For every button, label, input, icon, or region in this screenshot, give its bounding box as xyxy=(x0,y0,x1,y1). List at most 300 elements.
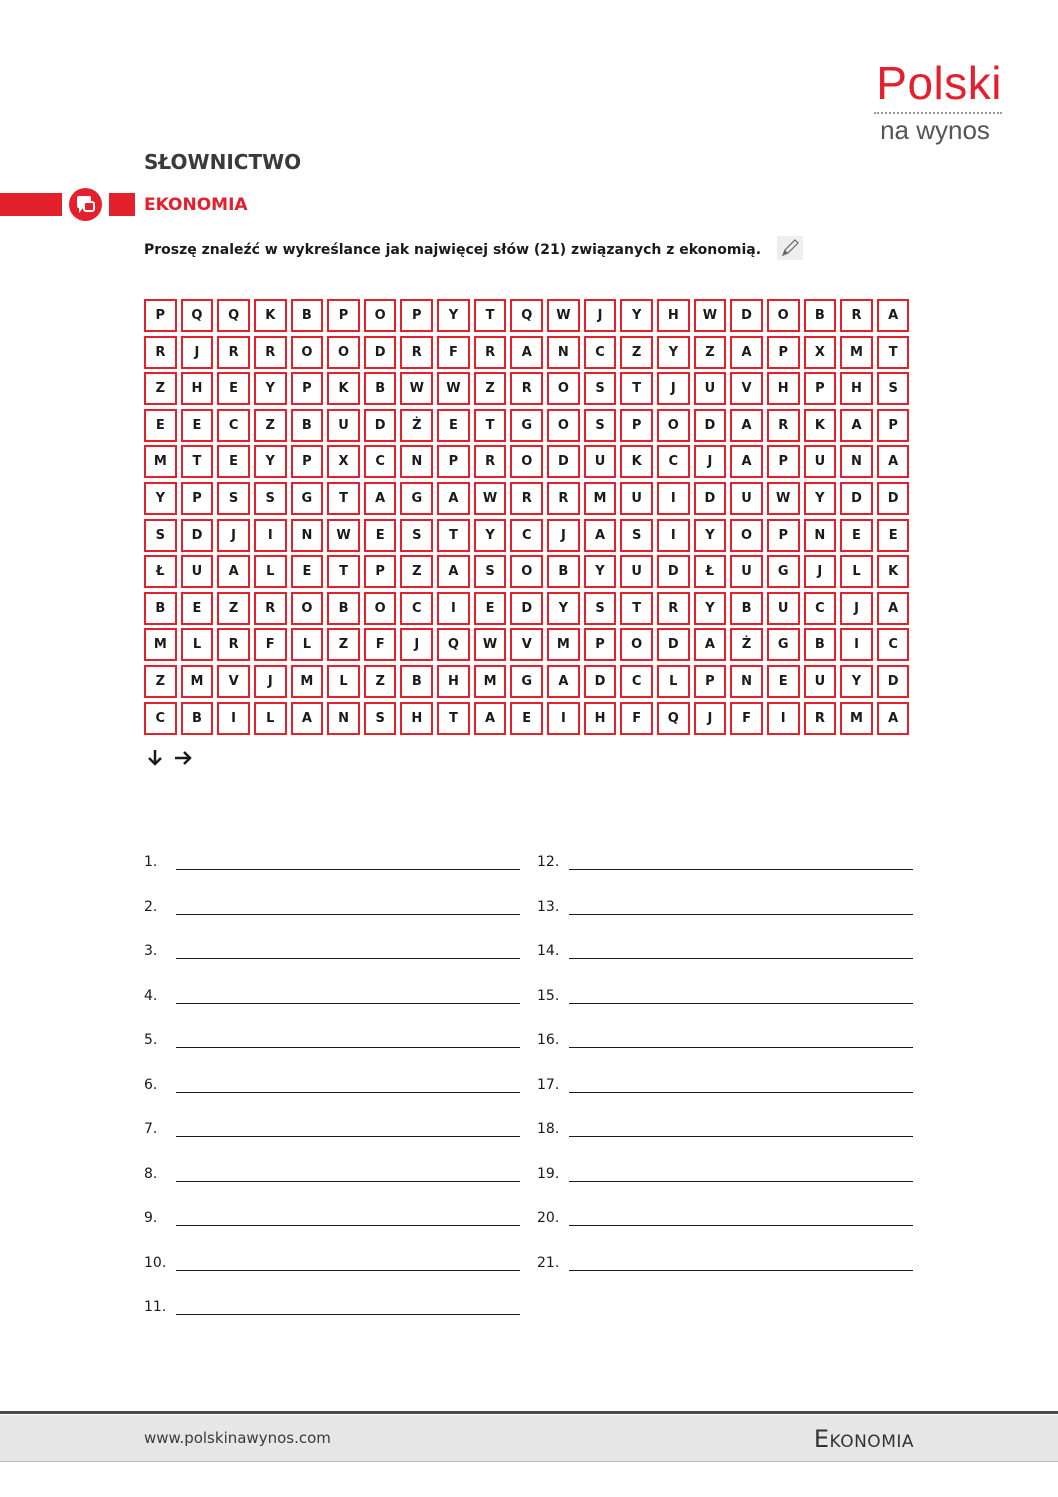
grid-cell[interactable]: S xyxy=(254,482,287,515)
grid-cell[interactable]: R xyxy=(840,299,873,332)
grid-cell[interactable]: X xyxy=(327,445,360,478)
grid-cell[interactable]: O xyxy=(364,299,397,332)
grid-cell[interactable]: O xyxy=(327,336,360,369)
grid-cell[interactable]: A xyxy=(510,336,543,369)
grid-cell[interactable]: Z xyxy=(620,336,653,369)
answer-field[interactable] xyxy=(176,900,520,915)
grid-cell[interactable]: M xyxy=(144,628,177,661)
grid-cell[interactable]: E xyxy=(510,702,543,735)
grid-cell[interactable]: T xyxy=(620,372,653,405)
grid-cell[interactable]: T xyxy=(474,409,507,442)
grid-cell[interactable]: W xyxy=(437,372,470,405)
answer-row xyxy=(537,1158,913,1182)
grid-cell[interactable]: D xyxy=(584,665,617,698)
answer-row xyxy=(144,846,520,870)
grid-cell[interactable]: S xyxy=(217,482,250,515)
grid-cell[interactable]: I xyxy=(840,628,873,661)
grid-cell[interactable]: M xyxy=(144,445,177,478)
grid-cell[interactable]: L xyxy=(327,665,360,698)
grid-cell[interactable]: P xyxy=(767,336,800,369)
grid-cell[interactable]: W xyxy=(474,482,507,515)
answer-row xyxy=(537,1113,913,1137)
answer-field[interactable] xyxy=(176,1211,520,1226)
grid-cell[interactable]: Y xyxy=(144,482,177,515)
grid-cell[interactable]: A xyxy=(730,336,763,369)
grid-cell[interactable]: W xyxy=(547,299,580,332)
grid-cell[interactable]: C xyxy=(510,519,543,552)
grid-cell[interactable]: N xyxy=(327,702,360,735)
grid-cell[interactable]: H xyxy=(840,372,873,405)
grid-cell[interactable]: P xyxy=(327,299,360,332)
grid-cell[interactable]: U xyxy=(730,555,763,588)
grid-cell[interactable]: S xyxy=(584,409,617,442)
grid-cell[interactable]: R xyxy=(657,592,690,625)
grid-cell[interactable]: A xyxy=(474,702,507,735)
grid-cell[interactable]: Y xyxy=(474,519,507,552)
grid-cell[interactable]: Y xyxy=(254,445,287,478)
grid-cell[interactable]: I xyxy=(657,519,690,552)
grid-cell[interactable]: M xyxy=(840,336,873,369)
grid-cell[interactable]: A xyxy=(291,702,324,735)
grid-cell[interactable]: T xyxy=(877,336,910,369)
grid-cell[interactable]: P xyxy=(877,409,910,442)
answer-row xyxy=(144,1158,520,1182)
grid-cell[interactable]: S xyxy=(144,519,177,552)
answer-number: 6. xyxy=(144,1076,158,1093)
grid-cell[interactable]: F xyxy=(620,702,653,735)
answer-field[interactable] xyxy=(569,1256,913,1271)
grid-cell[interactable]: D xyxy=(181,519,214,552)
grid-cell[interactable]: J xyxy=(657,372,690,405)
logo-brand: Polski xyxy=(876,57,1002,109)
grid-cell[interactable]: S xyxy=(877,372,910,405)
grid-cell[interactable]: U xyxy=(327,409,360,442)
grid-cell[interactable]: U xyxy=(694,372,727,405)
grid-cell[interactable]: Q xyxy=(437,628,470,661)
grid-cell[interactable]: R xyxy=(767,409,800,442)
grid-cell[interactable]: R xyxy=(804,702,837,735)
grid-cell[interactable]: U xyxy=(620,555,653,588)
answer-field[interactable] xyxy=(176,855,520,870)
answer-field[interactable] xyxy=(176,1256,520,1271)
grid-cell[interactable]: V xyxy=(730,372,763,405)
grid-cell[interactable]: V xyxy=(217,665,250,698)
grid-cell[interactable]: N xyxy=(291,519,324,552)
grid-cell[interactable]: Q xyxy=(217,299,250,332)
answer-number: 14. xyxy=(537,943,560,959)
grid-cell[interactable]: P xyxy=(144,299,177,332)
grid-cell[interactable]: A xyxy=(364,482,397,515)
grid-cell[interactable]: G xyxy=(510,665,543,698)
grid-cell[interactable]: K xyxy=(877,555,910,588)
grid-cell[interactable]: C xyxy=(657,445,690,478)
grid-cell[interactable]: W xyxy=(767,482,800,515)
grid-cell[interactable]: H xyxy=(181,372,214,405)
grid-cell[interactable]: R xyxy=(474,336,507,369)
grid-cell[interactable]: S xyxy=(584,372,617,405)
grid-cell[interactable]: P xyxy=(584,628,617,661)
grid-cell[interactable]: M xyxy=(584,482,617,515)
grid-cell[interactable]: L xyxy=(254,702,287,735)
grid-cell[interactable]: T xyxy=(181,445,214,478)
grid-cell[interactable]: Q xyxy=(510,299,543,332)
answer-field[interactable] xyxy=(569,1033,913,1048)
grid-cell[interactable]: D xyxy=(364,336,397,369)
grid-cell[interactable]: F xyxy=(437,336,470,369)
logo-divider xyxy=(874,112,1002,114)
grid-cell[interactable]: Z xyxy=(144,665,177,698)
answer-number: 13. xyxy=(537,898,560,915)
grid-cell[interactable]: G xyxy=(400,482,433,515)
grid-cell[interactable]: F xyxy=(730,702,763,735)
grid-cell[interactable]: D xyxy=(657,628,690,661)
grid-cell[interactable]: Y xyxy=(584,555,617,588)
grid-cell[interactable]: D xyxy=(657,555,690,588)
grid-cell[interactable]: I xyxy=(437,592,470,625)
grid-cell[interactable]: O xyxy=(620,628,653,661)
grid-cell[interactable]: D xyxy=(877,665,910,698)
grid-cell[interactable]: J xyxy=(254,665,287,698)
grid-cell[interactable]: Y xyxy=(804,482,837,515)
grid-cell[interactable]: Y xyxy=(437,299,470,332)
grid-cell[interactable]: F xyxy=(254,628,287,661)
grid-cell[interactable]: A xyxy=(730,409,763,442)
grid-cell[interactable]: N xyxy=(547,336,580,369)
grid-cell[interactable]: K xyxy=(327,372,360,405)
grid-cell[interactable]: A xyxy=(694,628,727,661)
grid-cell[interactable]: W xyxy=(327,519,360,552)
grid-cell[interactable]: L xyxy=(840,555,873,588)
grid-cell[interactable]: S xyxy=(364,702,397,735)
grid-cell[interactable]: Y xyxy=(694,592,727,625)
grid-cell[interactable]: T xyxy=(620,592,653,625)
logo xyxy=(868,58,1002,144)
answer-number: 20. xyxy=(537,1210,560,1226)
grid-cell[interactable]: U xyxy=(804,445,837,478)
grid-cell[interactable]: P xyxy=(291,372,324,405)
grid-cell[interactable]: E xyxy=(181,592,214,625)
grid-cell[interactable]: L xyxy=(181,628,214,661)
grid-cell[interactable]: H xyxy=(584,702,617,735)
answer-row xyxy=(537,891,913,915)
grid-cell[interactable]: D xyxy=(840,482,873,515)
answer-field[interactable] xyxy=(176,1033,520,1048)
answer-row xyxy=(537,1024,913,1048)
grid-cell[interactable]: G xyxy=(291,482,324,515)
answer-field[interactable] xyxy=(569,1167,913,1182)
grid-cell[interactable]: U xyxy=(767,592,800,625)
grid-cell[interactable]: L xyxy=(291,628,324,661)
grid-cell[interactable]: B xyxy=(804,628,837,661)
answer-row xyxy=(144,1069,520,1093)
grid-cell[interactable]: N xyxy=(400,445,433,478)
footer-topic: Ekonomia xyxy=(813,1425,914,1453)
grid-cell[interactable]: P xyxy=(291,445,324,478)
answer-field[interactable] xyxy=(176,1078,520,1093)
grid-cell[interactable]: U xyxy=(730,482,763,515)
grid-cell[interactable]: I xyxy=(217,702,250,735)
grid-cell[interactable]: H xyxy=(657,299,690,332)
grid-cell[interactable]: U xyxy=(181,555,214,588)
grid-cell[interactable]: I xyxy=(254,519,287,552)
grid-cell[interactable]: O xyxy=(510,555,543,588)
grid-cell[interactable]: E xyxy=(217,372,250,405)
answer-field[interactable] xyxy=(176,989,520,1004)
grid-cell[interactable]: E xyxy=(474,592,507,625)
grid-cell[interactable]: M xyxy=(291,665,324,698)
grid-cell[interactable]: A xyxy=(877,592,910,625)
grid-cell[interactable]: B xyxy=(291,409,324,442)
answer-number: 8. xyxy=(144,1165,158,1182)
grid-cell[interactable]: U xyxy=(584,445,617,478)
grid-cell[interactable]: Z xyxy=(364,665,397,698)
grid-cell[interactable]: B xyxy=(144,592,177,625)
grid-cell[interactable]: P xyxy=(181,482,214,515)
footer-divider xyxy=(0,1411,1058,1414)
grid-cell[interactable]: C xyxy=(400,592,433,625)
answer-number: 19. xyxy=(537,1165,560,1182)
grid-cell[interactable]: P xyxy=(437,445,470,478)
grid-cell[interactable]: Y xyxy=(254,372,287,405)
grid-cell[interactable]: P xyxy=(767,519,800,552)
grid-cell[interactable]: E xyxy=(217,445,250,478)
grid-cell[interactable]: D xyxy=(694,409,727,442)
grid-cell[interactable]: N xyxy=(730,665,763,698)
grid-cell[interactable]: R xyxy=(547,482,580,515)
answer-field[interactable] xyxy=(569,855,913,870)
grid-cell[interactable]: S xyxy=(474,555,507,588)
grid-cell[interactable]: I xyxy=(657,482,690,515)
grid-cell[interactable]: H xyxy=(400,702,433,735)
grid-cell[interactable]: M xyxy=(181,665,214,698)
grid-cell[interactable]: U xyxy=(804,665,837,698)
grid-cell[interactable]: Q xyxy=(181,299,214,332)
grid-cell[interactable]: T xyxy=(327,555,360,588)
grid-cell[interactable]: E xyxy=(767,665,800,698)
grid-cell[interactable]: M xyxy=(547,628,580,661)
grid-cell[interactable]: U xyxy=(620,482,653,515)
answer-field[interactable] xyxy=(569,1211,913,1226)
answer-number: 2. xyxy=(144,898,158,915)
grid-cell[interactable]: Z xyxy=(217,592,250,625)
grid-cell[interactable]: B xyxy=(400,665,433,698)
grid-cell[interactable]: A xyxy=(877,445,910,478)
grid-cell[interactable]: O xyxy=(730,519,763,552)
grid-cell[interactable]: A xyxy=(217,555,250,588)
grid-cell[interactable]: B xyxy=(364,372,397,405)
grid-cell[interactable]: A xyxy=(730,445,763,478)
grid-cell[interactable]: O xyxy=(657,409,690,442)
answer-field[interactable] xyxy=(569,944,913,959)
grid-cell[interactable]: B xyxy=(327,592,360,625)
answer-field[interactable] xyxy=(569,1122,913,1137)
grid-cell[interactable]: H xyxy=(437,665,470,698)
grid-cell[interactable]: B xyxy=(181,702,214,735)
grid-cell[interactable]: Z xyxy=(144,372,177,405)
grid-cell[interactable]: T xyxy=(327,482,360,515)
grid-cell[interactable]: J xyxy=(547,519,580,552)
answer-field[interactable] xyxy=(176,1167,520,1182)
answer-field[interactable] xyxy=(569,900,913,915)
grid-cell[interactable]: B xyxy=(547,555,580,588)
grid-cell[interactable]: J xyxy=(694,702,727,735)
grid-cell[interactable]: E xyxy=(840,519,873,552)
grid-cell[interactable]: X xyxy=(804,336,837,369)
grid-cell[interactable]: Y xyxy=(840,665,873,698)
grid-cell[interactable]: G xyxy=(767,628,800,661)
grid-cell[interactable]: O xyxy=(767,299,800,332)
grid-cell[interactable]: G xyxy=(510,409,543,442)
answer-row xyxy=(144,1247,520,1271)
answer-field[interactable] xyxy=(569,1078,913,1093)
grid-cell[interactable]: R xyxy=(254,336,287,369)
grid-cell[interactable]: W xyxy=(400,372,433,405)
grid-cell[interactable]: D xyxy=(547,445,580,478)
grid-cell[interactable]: A xyxy=(437,482,470,515)
grid-cell[interactable]: C xyxy=(364,445,397,478)
grid-cell[interactable]: I xyxy=(767,702,800,735)
accent-bar-left xyxy=(0,193,62,216)
grid-cell[interactable]: J xyxy=(400,628,433,661)
footer-url: www.polskinawynos.com xyxy=(144,1429,331,1447)
grid-cell[interactable]: J xyxy=(181,336,214,369)
grid-cell[interactable]: A xyxy=(840,409,873,442)
grid-cell[interactable]: Z xyxy=(254,409,287,442)
grid-cell[interactable]: P xyxy=(400,299,433,332)
grid-cell[interactable]: E xyxy=(877,519,910,552)
grid-cell[interactable]: B xyxy=(730,592,763,625)
grid-cell[interactable]: G xyxy=(767,555,800,588)
answer-field[interactable] xyxy=(176,944,520,959)
grid-cell[interactable]: L xyxy=(657,665,690,698)
grid-cell[interactable]: A xyxy=(877,702,910,735)
grid-cell[interactable]: Y xyxy=(694,519,727,552)
grid-cell[interactable]: A xyxy=(584,519,617,552)
grid-cell[interactable]: R xyxy=(217,336,250,369)
grid-cell[interactable]: B xyxy=(804,299,837,332)
grid-cell[interactable]: Z xyxy=(694,336,727,369)
grid-cell[interactable]: A xyxy=(877,299,910,332)
grid-cell[interactable]: K xyxy=(804,409,837,442)
grid-cell[interactable]: C xyxy=(620,665,653,698)
grid-cell[interactable]: C xyxy=(584,336,617,369)
grid-cell[interactable]: D xyxy=(877,482,910,515)
answer-number: 7. xyxy=(144,1121,158,1137)
grid-cell[interactable]: V xyxy=(510,628,543,661)
answer-number: 5. xyxy=(144,1032,158,1048)
grid-cell[interactable]: R xyxy=(510,482,543,515)
grid-cell[interactable]: K xyxy=(254,299,287,332)
grid-cell[interactable]: N xyxy=(804,519,837,552)
answer-field[interactable] xyxy=(176,1122,520,1137)
grid-cell[interactable]: R xyxy=(510,372,543,405)
grid-cell[interactable]: E xyxy=(291,555,324,588)
answer-row xyxy=(537,935,913,959)
grid-cell[interactable]: C xyxy=(144,702,177,735)
grid-cell[interactable]: S xyxy=(620,519,653,552)
grid-cell[interactable]: D xyxy=(694,482,727,515)
grid-cell[interactable]: Ż xyxy=(400,409,433,442)
grid-cell[interactable]: W xyxy=(474,628,507,661)
grid-cell[interactable]: J xyxy=(584,299,617,332)
grid-cell[interactable]: T xyxy=(474,299,507,332)
grid-cell[interactable]: Ł xyxy=(144,555,177,588)
grid-cell[interactable]: E xyxy=(144,409,177,442)
grid-cell[interactable]: C xyxy=(804,592,837,625)
grid-cell[interactable]: Y xyxy=(620,299,653,332)
grid-cell[interactable]: O xyxy=(510,445,543,478)
grid-cell[interactable]: R xyxy=(144,336,177,369)
grid-cell[interactable]: Z xyxy=(400,555,433,588)
grid-cell[interactable]: K xyxy=(620,445,653,478)
grid-cell[interactable]: P xyxy=(694,665,727,698)
grid-cell[interactable]: R xyxy=(217,628,250,661)
grid-cell[interactable]: M xyxy=(474,665,507,698)
answer-field[interactable] xyxy=(176,1300,520,1315)
grid-cell[interactable]: Y xyxy=(547,592,580,625)
answer-row xyxy=(144,1113,520,1137)
grid-cell[interactable]: J xyxy=(694,445,727,478)
grid-cell[interactable]: E xyxy=(181,409,214,442)
grid-cell[interactable]: A xyxy=(547,665,580,698)
grid-cell[interactable]: C xyxy=(877,628,910,661)
grid-cell[interactable]: R xyxy=(400,336,433,369)
grid-cell[interactable]: P xyxy=(364,555,397,588)
grid-cell[interactable]: J xyxy=(840,592,873,625)
grid-cell[interactable]: E xyxy=(437,409,470,442)
grid-cell[interactable]: Y xyxy=(657,336,690,369)
grid-cell[interactable]: S xyxy=(400,519,433,552)
grid-cell[interactable]: H xyxy=(767,372,800,405)
grid-cell[interactable]: R xyxy=(254,592,287,625)
grid-cell[interactable]: J xyxy=(217,519,250,552)
grid-cell[interactable]: Z xyxy=(474,372,507,405)
grid-cell[interactable]: O xyxy=(291,592,324,625)
grid-cell[interactable]: F xyxy=(364,628,397,661)
grid-cell[interactable]: L xyxy=(254,555,287,588)
grid-cell[interactable]: J xyxy=(804,555,837,588)
grid-cell[interactable]: S xyxy=(584,592,617,625)
grid-cell[interactable]: T xyxy=(437,519,470,552)
grid-cell[interactable]: R xyxy=(474,445,507,478)
grid-cell[interactable]: M xyxy=(840,702,873,735)
grid-cell[interactable]: O xyxy=(364,592,397,625)
grid-cell[interactable]: T xyxy=(437,702,470,735)
grid-cell[interactable]: Ż xyxy=(730,628,763,661)
grid-cell[interactable]: O xyxy=(547,409,580,442)
grid-cell[interactable]: P xyxy=(804,372,837,405)
grid-cell[interactable]: O xyxy=(547,372,580,405)
grid-cell[interactable]: N xyxy=(840,445,873,478)
grid-cell[interactable]: D xyxy=(730,299,763,332)
grid-cell[interactable]: E xyxy=(364,519,397,552)
grid-cell[interactable]: Z xyxy=(327,628,360,661)
grid-cell[interactable]: D xyxy=(510,592,543,625)
grid-cell[interactable]: P xyxy=(767,445,800,478)
answer-field[interactable] xyxy=(569,989,913,1004)
grid-cell[interactable]: W xyxy=(694,299,727,332)
grid-cell[interactable]: A xyxy=(437,555,470,588)
chat-bubble-icon xyxy=(69,188,102,221)
grid-cell[interactable]: O xyxy=(291,336,324,369)
grid-cell[interactable]: C xyxy=(217,409,250,442)
grid-cell[interactable]: I xyxy=(547,702,580,735)
grid-cell[interactable]: P xyxy=(620,409,653,442)
grid-cell[interactable]: Q xyxy=(657,702,690,735)
grid-cell[interactable]: D xyxy=(364,409,397,442)
grid-cell[interactable]: Ł xyxy=(694,555,727,588)
grid-cell[interactable]: B xyxy=(291,299,324,332)
